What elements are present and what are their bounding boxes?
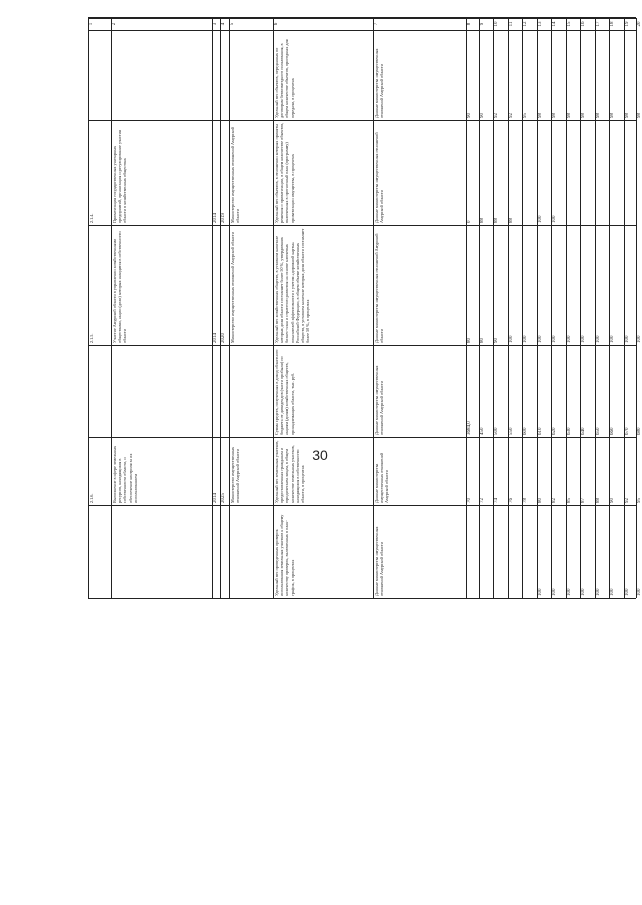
indicator-value: 660 [610, 427, 615, 435]
indicator-value [523, 507, 536, 596]
indicator-value: 100 [523, 335, 528, 343]
indicator-value: 620 [552, 427, 557, 435]
start-year: 2014 [213, 213, 218, 223]
indicator-value: 92 [509, 113, 514, 118]
indicator-value [610, 122, 623, 223]
activity-name [112, 347, 211, 435]
end-year [221, 32, 228, 118]
row-number [89, 507, 110, 596]
executor [230, 32, 272, 118]
indicator-value: 72 [480, 498, 485, 503]
row-number: 2.1.5. [89, 333, 94, 343]
end-year: 2025 [221, 493, 226, 503]
indicator-value: 600 [523, 427, 528, 435]
end-year: 2019 [221, 213, 226, 223]
column-number: 17 [596, 21, 601, 27]
column-number: 16 [581, 21, 586, 27]
column-number: 7 [374, 22, 379, 26]
data-source: Данные министерства имущественных отношений Амурской области [374, 365, 385, 435]
indicator-value: 100 [538, 588, 543, 596]
indicator-value: 85 [567, 498, 572, 503]
indicator-value: 98 [552, 113, 557, 118]
indicator-value: 500 [494, 427, 499, 435]
indicator: Удельный вес объектов, переданных по договорам безвозмездного пользования, в общем количестве объектов, пригодных для передачи, в процентах [274, 39, 295, 118]
indicator: Удельный вес объектов, в отношении которых приняты решения о приватизации, в общем количестве объектов, включенных в прогнозный план (программу) приватизации имущества, в процентах [274, 122, 295, 223]
indicator-value: 98 [610, 113, 615, 118]
column-number: 15 [567, 21, 572, 27]
grid-line [88, 505, 636, 506]
indicator-value: 95 [523, 113, 528, 118]
indicator-value [523, 122, 536, 223]
grid-line [88, 345, 636, 346]
indicator-value: 95 [637, 498, 642, 503]
indicator-value: 100 [567, 588, 572, 596]
indicator-value: 100 [509, 335, 514, 343]
indicator-value: 100 [596, 588, 601, 596]
indicator-value: 100 [567, 335, 572, 343]
indicator-value: 98 [637, 113, 642, 118]
indicator-value [509, 507, 521, 596]
start-year [213, 507, 219, 596]
indicator-value: 100 [581, 335, 586, 343]
indicator: Удельный вес проведенных проверок использования земельных участков к общему количеству проверок, включенных в план-график, в процентах [274, 514, 295, 596]
indicator-value: 98 [596, 113, 601, 118]
column-number: 2 [112, 22, 117, 26]
executor [230, 347, 272, 435]
column-number: 4 [221, 22, 226, 26]
column-number: 10 [494, 21, 499, 27]
indicator-value: 90 [610, 498, 615, 503]
column-number: 20 [637, 21, 642, 27]
indicator-value: 680 [637, 427, 642, 435]
start-year [213, 32, 219, 118]
indicator-value [567, 122, 579, 223]
indicator-value [494, 507, 507, 596]
indicator-value: 88 [494, 218, 499, 223]
indicator-value: 610 [538, 427, 543, 435]
indicator-value: 100 [637, 588, 642, 596]
grid-line [88, 225, 636, 226]
column-number: 14 [552, 21, 557, 27]
indicator-value: 100 [625, 588, 630, 596]
indicator-value: 88 [480, 218, 485, 223]
end-year [221, 507, 228, 596]
executor [230, 507, 272, 596]
indicator-value: 100 [552, 215, 557, 223]
column-number: 12 [523, 21, 528, 27]
column-number: 8 [467, 22, 472, 26]
column-number: 6 [274, 22, 279, 26]
indicator-value: 640 [581, 427, 586, 435]
activity-name [112, 507, 211, 596]
page-number: 30 [312, 447, 328, 463]
indicator-value: 100 [596, 335, 601, 343]
start-year: 2014 [213, 333, 218, 343]
indicator-value: 92 [494, 113, 499, 118]
indicator-value: 100 [581, 588, 586, 596]
data-source: Данные министерства имущественных отношений Амурской области [374, 132, 385, 223]
column-number: 18 [610, 21, 615, 27]
indicator: Удельный вес хозяйственных обществ, в уставном капитале которых доля области составляет более 50 %, утвердивших бизнес-план и стратегию развития на основе ключевых показателей эффективности с учетом «дорожной карты» Российской Федерации, в общем объеме хозяйственных обществ, в уставном капитале которых доля области составляет более 50 %, в процентах [274, 228, 311, 343]
activity-name: Приватизация государственных унитарных предприятий, организация и регулирование участия области в хозяйственных обществах [112, 130, 128, 223]
indicator-value: 100 [637, 335, 642, 343]
indicator-value [480, 507, 492, 596]
indicator-value: 98 [581, 113, 586, 118]
indicator-value: 100 [538, 335, 543, 343]
indicator-value: 100 [625, 335, 630, 343]
activity-name: Участие Амурской области в управлении хозяйственными обществами, акции (доли) которых находятся в собственности области [112, 231, 128, 343]
grid-line [88, 598, 636, 599]
indicator-value [625, 122, 635, 223]
indicator-value: 74 [494, 498, 499, 503]
indicator-value: 98 [567, 113, 572, 118]
indicator-value: 98 [538, 113, 543, 118]
indicator-value: 100 [538, 215, 543, 223]
grid-line [88, 30, 636, 31]
start-year [213, 347, 219, 435]
data-source: Данные министерства имущественных отношений Амурской области [374, 233, 385, 343]
indicator-value: 100 [610, 335, 615, 343]
column-number: 9 [480, 22, 485, 26]
column-number: 5 [230, 22, 235, 26]
indicator-value: 90 [494, 338, 499, 343]
indicator-value: 82 [552, 498, 557, 503]
end-year [221, 347, 228, 435]
indicator-value: 98 [625, 113, 630, 118]
indicator-value: 87 [581, 498, 586, 503]
indicator-value: 100 [552, 588, 557, 596]
indicator-value: 76 [509, 498, 514, 503]
row-number: 2.1.6. [89, 493, 94, 503]
executor: Министерство имущественных отношений Амурской области [230, 127, 241, 223]
column-number: 11 [509, 21, 514, 27]
indicator: Удельный вес земельных участков, предоставленных гражданам и юридическим лицам, в общем количестве земельных участков, находящихся в собственности области, в процентах [274, 440, 306, 503]
indicator-value: 3684,0 [467, 421, 472, 435]
grid-line [88, 18, 636, 19]
indicator-value: 650 [596, 427, 601, 435]
row-number [89, 347, 110, 435]
indicator-value: 100 [610, 588, 615, 596]
indicator-value: 630 [567, 427, 572, 435]
indicator-value [467, 507, 478, 596]
executor: Министерство имущественных отношений Амурской области [230, 232, 235, 343]
data-source: Данные министерства имущественных отношений Амурской области [374, 48, 385, 118]
indicator-value [596, 122, 608, 223]
row-number: 2.1.4. [89, 213, 94, 223]
row-number [89, 32, 110, 118]
grid-line [88, 437, 636, 438]
indicator: Сумма средств, полученных в доход областного бюджета от дивидендов (части прибыли) по акциям (долям) хозяйственных обществ, принадлежащих области, тыс. руб. [274, 349, 295, 435]
indicator-value: 78 [523, 498, 528, 503]
executor: Министерство имущественных отношений Амурской области [230, 447, 241, 503]
activity-name [112, 32, 211, 118]
data-source: Данные министерства имущественных отношений Амурской области [374, 452, 390, 503]
indicator-value [581, 122, 594, 223]
indicator-value: 80 [467, 338, 472, 343]
start-year: 2014 [213, 493, 218, 503]
grid-line [88, 120, 636, 121]
indicator-value: 80 [480, 338, 485, 343]
column-number: 1 [89, 22, 94, 26]
indicator-value: 0 [467, 220, 472, 223]
grid-line [88, 17, 636, 18]
end-year: 2020 [221, 333, 226, 343]
indicator-value: 670 [625, 427, 630, 435]
indicator-value: 80 [538, 498, 543, 503]
indicator-value: 550 [509, 427, 514, 435]
indicator-value: 88 [596, 498, 601, 503]
indicator-value: 70 [467, 498, 472, 503]
indicator-value: 92 [625, 498, 630, 503]
indicator-value: 88 [509, 218, 514, 223]
column-number: 13 [538, 21, 543, 27]
indicator-value: 90 [480, 113, 485, 118]
indicator-value: 90 [467, 113, 472, 118]
indicator-value: 450 [480, 427, 485, 435]
indicator-value: 100 [552, 335, 557, 343]
column-number: 19 [625, 21, 630, 27]
data-source: Данные министерства имущественных отношений Амурской области [374, 526, 385, 596]
column-number: 3 [213, 22, 218, 26]
activity-name: Выполнение в сфере земельных ресурсов, находящихся в собственности области, и обеспечение контроля за их использованием [112, 445, 138, 503]
